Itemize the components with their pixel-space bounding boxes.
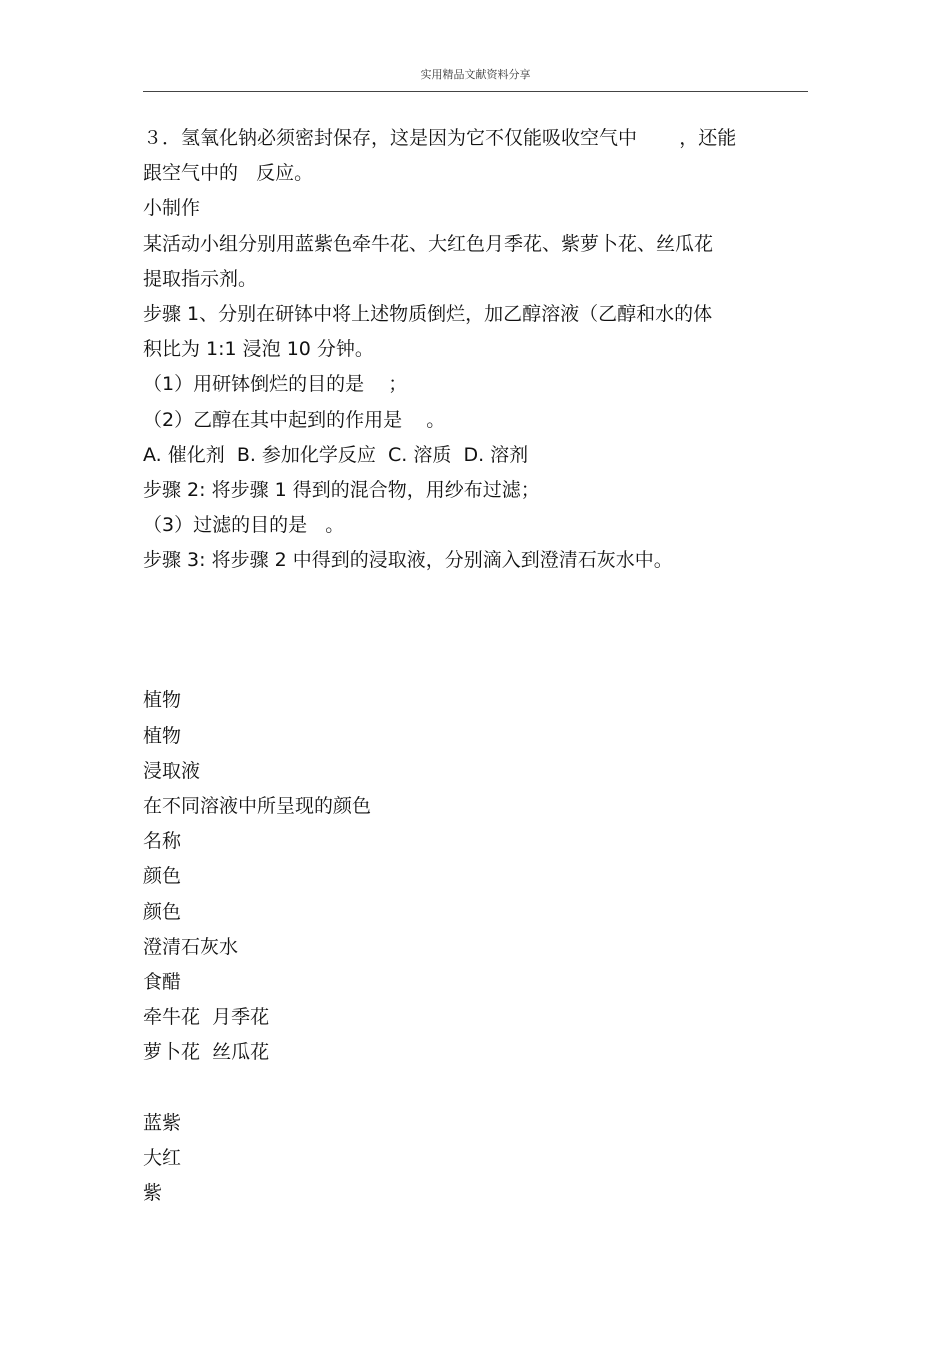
activity-intro-line-2: 提取指示剂。: [143, 267, 258, 290]
table-text-line: 植物: [143, 689, 182, 712]
color-text-line: 大红: [143, 1146, 182, 1169]
header-divider: [143, 91, 808, 92]
question-1: （1）用研钵倒烂的目的是 ；: [143, 373, 408, 396]
table-text-line: 澄清石灰水: [143, 935, 239, 958]
step1-line-2: 积比为 1:1 浸泡 10 分钟。: [143, 338, 374, 361]
activity-intro-line-1: 某活动小组分别用蓝紫色牵牛花、大红色月季花、紫萝卜花、丝瓜花: [143, 232, 714, 255]
question-line-1: ３．氢氧化钠必须密封保存，这是因为它不仅能吸收空气中 ，还能: [143, 127, 737, 149]
color-text-line: 紫: [143, 1181, 163, 1204]
table-text-line: 颜色: [143, 900, 182, 923]
blank-space: [143, 578, 808, 683]
color-text-line: 蓝紫: [143, 1111, 182, 1134]
step3: 步骤 3: 将步骤 2 中得到的浸取液，分别滴入到澄清石灰水中。: [143, 549, 673, 572]
table-text-line: 食醋: [143, 970, 182, 993]
table-text-line: 浸取液: [143, 759, 201, 782]
step1-line-1: 步骤 1、分别在研钵中将上述物质倒烂，加乙醇溶液（乙醇和水的体: [143, 302, 713, 325]
blank-space: [143, 1071, 808, 1106]
table-text-line: 萝卜花 丝瓜花: [143, 1041, 270, 1064]
question-line-2: 跟空气中的 反应。: [143, 162, 314, 185]
activity-heading: 小制作: [143, 197, 201, 220]
table-text-line: 植物: [143, 724, 182, 747]
table-text-line: 名称: [143, 830, 182, 853]
table-text-line: 牵牛花 月季花: [143, 1006, 270, 1029]
table-text-line: 颜色: [143, 865, 182, 888]
question-3: （3）过滤的目的是 。: [143, 514, 345, 537]
answer-options: A. 催化剂 B. 参加化学反应 C. 溶质 D. 溶剂: [143, 443, 529, 466]
table-text-line: 在不同溶液中所呈现的颜色: [143, 795, 372, 817]
step2: 步骤 2: 将步骤 1 得到的混合物，用纱布过滤；: [143, 478, 540, 501]
page-header: 实用精品文献资料分享: [420, 68, 531, 81]
question-2: （2）乙醇在其中起到的作用是 。: [143, 408, 446, 431]
document-body: [143, 121, 808, 1211]
